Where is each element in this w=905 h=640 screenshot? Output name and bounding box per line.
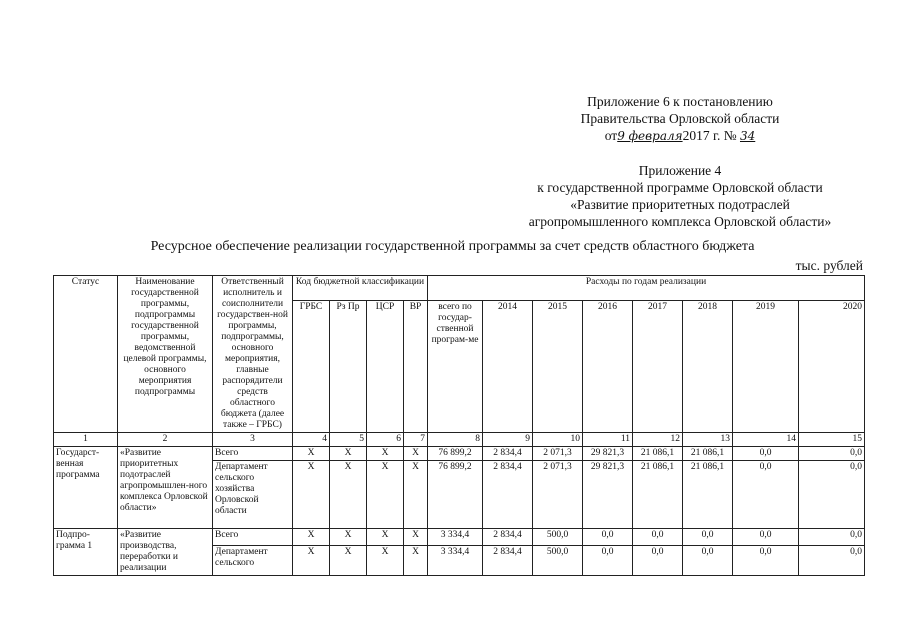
code-cell: X: [404, 447, 428, 461]
header-year: 2019: [733, 301, 799, 433]
appendix-4-line4: агропромышленного комплекса Орловской области»: [528, 214, 832, 229]
appendix-6-date-line: [500, 127, 860, 145]
from-label: от: [604, 128, 618, 143]
code-cell: X: [404, 529, 428, 546]
value-cell: 76 899,2: [428, 461, 483, 529]
value-cell: 0,0: [799, 546, 865, 576]
appendix-4-line3: «Развитие приоритетных подотраслей: [570, 197, 790, 212]
column-number: 12: [633, 433, 683, 447]
handwritten-date: 9 февраля: [617, 129, 683, 143]
code-cell: X: [330, 447, 367, 461]
header-name: Наименование государственной программы, подпрограммы государственной программы, ведомственной целевой программы, основного мероприятия подпрограммы: [118, 276, 213, 433]
row-executor: Всего: [213, 529, 293, 546]
header-year: 2014: [483, 301, 533, 433]
value-cell: 0,0: [733, 461, 799, 529]
column-numbers-row: [54, 433, 865, 447]
value-cell: 29 821,3: [583, 461, 633, 529]
appendix-4-line1: Приложение 4: [638, 163, 722, 178]
row-name: «Развитие приоритетных подотраслей агропромышлен-ного комплекса Орловской области»: [118, 447, 213, 529]
header-year: 2020: [799, 301, 865, 433]
value-cell: 2 834,4: [483, 447, 533, 461]
value-cell: 21 086,1: [683, 461, 733, 529]
column-number: 14: [733, 433, 799, 447]
value-cell: 0,0: [799, 529, 865, 546]
code-cell: X: [404, 461, 428, 529]
row-name: «Развитие производства, переработки и реализации: [118, 529, 213, 576]
value-cell: 3 334,4: [428, 546, 483, 576]
appendix-4-line2: к государственной программе Орловской области: [537, 180, 823, 195]
header-budget-code: Код бюджетной классификации: [293, 276, 428, 301]
code-cell: X: [367, 447, 404, 461]
column-number: 8: [428, 433, 483, 447]
column-number: 2: [118, 433, 213, 447]
appendix-4-header: [500, 162, 860, 230]
row-executor: Всего: [213, 447, 293, 461]
header-expenses: Расходы по годам реализации: [428, 276, 865, 301]
header-status: Статус: [54, 276, 118, 433]
code-cell: X: [367, 546, 404, 576]
value-cell: 500,0: [533, 529, 583, 546]
column-number: 10: [533, 433, 583, 447]
value-cell: 76 899,2: [428, 447, 483, 461]
appendix-6-line1: Приложение 6 к постановлению: [587, 94, 773, 109]
header-row-1: [54, 276, 865, 301]
code-cell: X: [367, 529, 404, 546]
code-cell: X: [293, 529, 330, 546]
header-csr: ЦСР: [367, 301, 404, 433]
value-cell: 0,0: [733, 447, 799, 461]
value-cell: 0,0: [683, 529, 733, 546]
column-number: 15: [799, 433, 865, 447]
header-rzpr: Рз Пр: [330, 301, 367, 433]
value-cell: 2 834,4: [483, 546, 533, 576]
value-cell: 0,0: [633, 546, 683, 576]
value-cell: 0,0: [733, 529, 799, 546]
value-cell: 21 086,1: [633, 447, 683, 461]
value-cell: 500,0: [533, 546, 583, 576]
header-year: 2017: [633, 301, 683, 433]
column-number: 7: [404, 433, 428, 447]
code-cell: X: [330, 546, 367, 576]
header-vr: ВР: [404, 301, 428, 433]
column-number: 4: [293, 433, 330, 447]
column-number: 3: [213, 433, 293, 447]
column-number: 11: [583, 433, 633, 447]
column-number: 13: [683, 433, 733, 447]
row-status: Государст-венная программа: [54, 447, 118, 529]
value-cell: 2 071,3: [533, 447, 583, 461]
value-cell: 0,0: [799, 461, 865, 529]
value-cell: 21 086,1: [683, 447, 733, 461]
code-cell: X: [330, 529, 367, 546]
code-cell: X: [330, 461, 367, 529]
appendix-6-line2: Правительства Орловской области: [580, 111, 780, 126]
table-row: [54, 447, 865, 461]
code-cell: X: [293, 546, 330, 576]
header-grbs: ГРБС: [293, 301, 330, 433]
value-cell: 21 086,1: [633, 461, 683, 529]
header-year: 2018: [683, 301, 733, 433]
code-cell: X: [293, 461, 330, 529]
header-total: всего по государ-ственной програм-ме: [428, 301, 483, 433]
value-cell: 0,0: [683, 546, 733, 576]
row-status: Подпро-грамма 1: [54, 529, 118, 576]
code-cell: X: [293, 447, 330, 461]
row-executor: Департамент сельского: [213, 546, 293, 576]
header-executor: Ответственный исполнитель и соисполнители государствен-ной программы, подпрограммы, основного мероприятия, главные распорядители средств областного бюджета (далее также – ГРБС): [213, 276, 293, 433]
value-cell: 29 821,3: [583, 447, 633, 461]
units-label: тыс. рублей: [795, 258, 863, 273]
appendix-6-header: [500, 93, 860, 145]
year-label: 2017 г. №: [682, 128, 737, 143]
resource-table: [53, 275, 865, 576]
table-row: [54, 529, 865, 546]
value-cell: 0,0: [583, 529, 633, 546]
header-year: 2015: [533, 301, 583, 433]
value-cell: 2 071,3: [533, 461, 583, 529]
value-cell: 0,0: [633, 529, 683, 546]
code-cell: X: [367, 461, 404, 529]
value-cell: 0,0: [799, 447, 865, 461]
value-cell: 0,0: [733, 546, 799, 576]
header-year: 2016: [583, 301, 633, 433]
column-number: 6: [367, 433, 404, 447]
document-title: Ресурсное обеспечение реализации государственной программы за счет средств областного бюджета: [150, 239, 755, 254]
row-executor: Департамент сельского хозяйства Орловской области: [213, 461, 293, 529]
code-cell: X: [404, 546, 428, 576]
value-cell: 0,0: [583, 546, 633, 576]
handwritten-number: 34: [739, 129, 756, 143]
value-cell: 2 834,4: [483, 461, 533, 529]
value-cell: 3 334,4: [428, 529, 483, 546]
column-number: 1: [54, 433, 118, 447]
column-number: 5: [330, 433, 367, 447]
column-number: 9: [483, 433, 533, 447]
value-cell: 2 834,4: [483, 529, 533, 546]
